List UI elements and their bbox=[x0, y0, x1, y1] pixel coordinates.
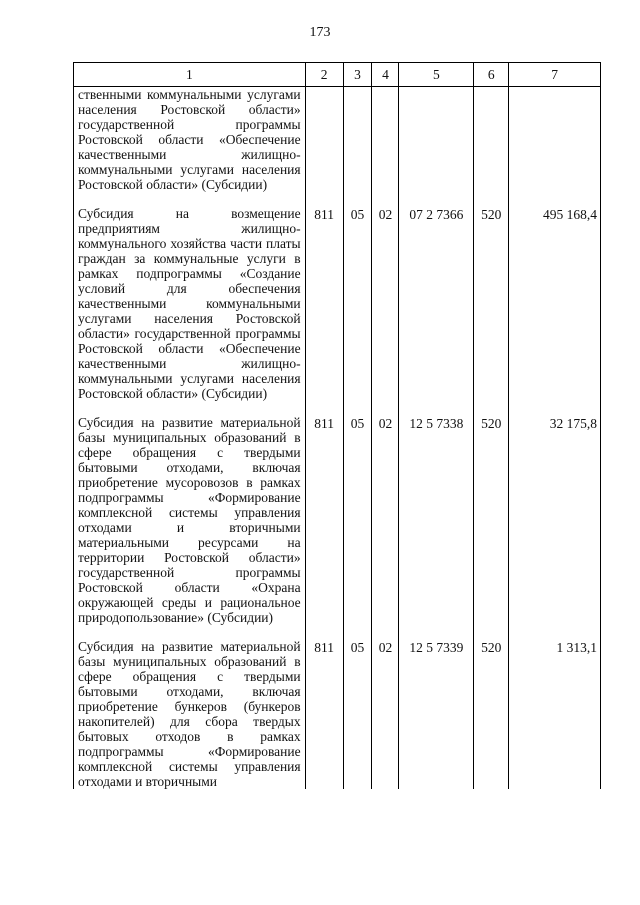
cell-c6: 520 bbox=[474, 206, 509, 401]
row-description: Субсидия на возмещение предприятиям жилищно-коммунального хозяйства части платы граждан за коммунальные услуги в рамках подпрограммы «Создание условий для обеспечения качественными коммунальными услугами населения Ростовской области» государственной программы Ростовской области «Обеспечение качественными жилищно-коммунальными услугами населения Ростовской области» (Субсидии) bbox=[74, 206, 306, 401]
row-spacer bbox=[74, 625, 601, 639]
cell-c2: 811 bbox=[305, 206, 343, 401]
cell-amount: 1 313,1 bbox=[509, 639, 601, 789]
cell-c3: 05 bbox=[343, 415, 372, 625]
cell-c2 bbox=[305, 87, 343, 193]
header-col-3: 3 bbox=[343, 63, 372, 87]
cell-c5 bbox=[399, 87, 474, 193]
cell-c5: 12 5 7338 bbox=[399, 415, 474, 625]
header-col-2: 2 bbox=[305, 63, 343, 87]
cell-c4: 02 bbox=[372, 639, 399, 789]
cell-c4: 02 bbox=[372, 415, 399, 625]
table-row bbox=[74, 206, 601, 401]
budget-table bbox=[73, 62, 601, 789]
table-row bbox=[74, 639, 601, 789]
cell-c6 bbox=[474, 87, 509, 193]
page-number: 173 bbox=[309, 25, 331, 40]
row-description: ственными коммунальными услугами населения Ростовской области» государственной программы Ростовской области «Обеспечение качественными жилищно-коммунальными услугами населения Ростовской области» (Субсидии) bbox=[74, 87, 306, 193]
header-col-6: 6 bbox=[474, 63, 509, 87]
cell-c6: 520 bbox=[474, 639, 509, 789]
header-col-1: 1 bbox=[74, 63, 306, 87]
cell-c5: 12 5 7339 bbox=[399, 639, 474, 789]
cell-c4 bbox=[372, 87, 399, 193]
row-spacer bbox=[74, 192, 601, 206]
header-col-4: 4 bbox=[372, 63, 399, 87]
cell-c2: 811 bbox=[305, 415, 343, 625]
table-row bbox=[74, 415, 601, 625]
cell-amount: 32 175,8 bbox=[509, 415, 601, 625]
cell-amount: 495 168,4 bbox=[509, 206, 601, 401]
header-col-5: 5 bbox=[399, 63, 474, 87]
cell-c5: 07 2 7366 bbox=[399, 206, 474, 401]
cell-c3 bbox=[343, 87, 372, 193]
cell-c2: 811 bbox=[305, 639, 343, 789]
row-spacer bbox=[74, 401, 601, 415]
row-description: Субсидия на развитие материальной базы муниципальных образований в сфере обращения с твердыми бытовыми отходами, включая приобретение бункеров (бункеров накопителей) для сбора твердых бытовых отходов в рамках подпрограммы «Формирование комплексной системы управления отходами и вторичными bbox=[74, 639, 306, 789]
row-description: Субсидия на развитие материальной базы муниципальных образований в сфере обращения с твердыми бытовыми отходами, включая приобретение мусоровозов в рамках подпрограммы «Формирование комплексной системы управления отходами и вторичными материальными ресурсами на территории Ростовской области» государственной программы Ростовской области «Охрана окружающей среды и рациональное природопользование» (Субсидии) bbox=[74, 415, 306, 625]
cell-amount bbox=[509, 87, 601, 193]
cell-c4: 02 bbox=[372, 206, 399, 401]
cell-c3: 05 bbox=[343, 639, 372, 789]
table-row bbox=[74, 87, 601, 193]
cell-c3: 05 bbox=[343, 206, 372, 401]
header-row bbox=[74, 63, 601, 87]
header-col-7: 7 bbox=[509, 63, 601, 87]
cell-c6: 520 bbox=[474, 415, 509, 625]
